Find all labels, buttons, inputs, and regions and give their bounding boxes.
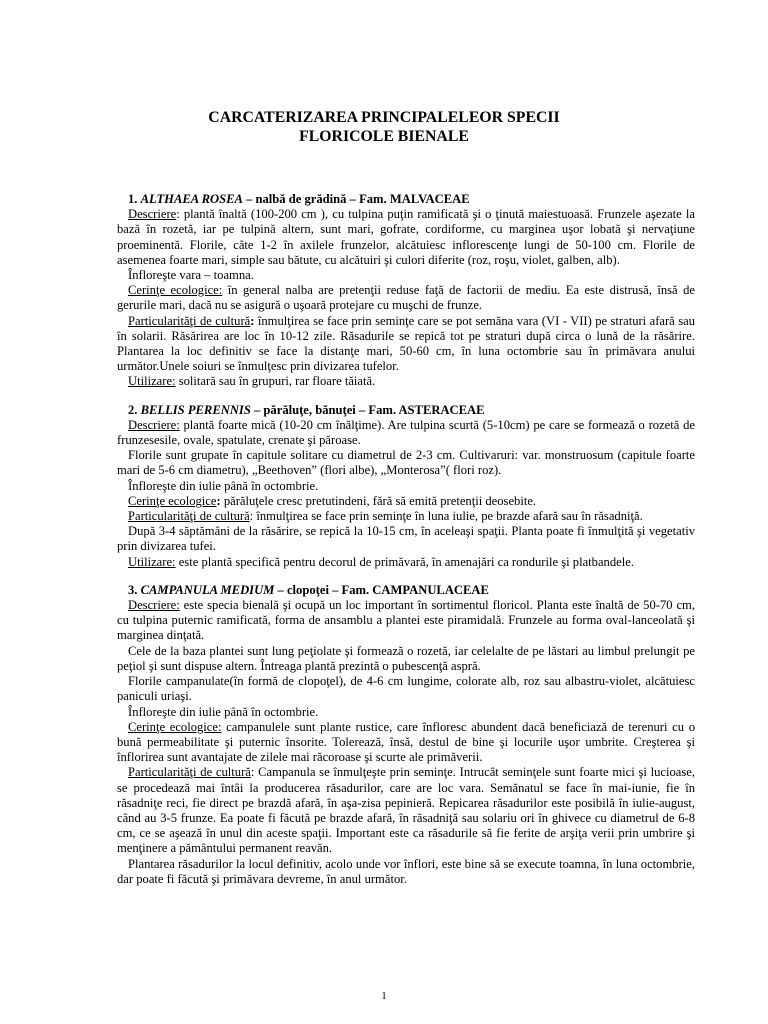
section-campanula-medium	[117, 583, 695, 887]
culture-label: Particularităţi de cultură	[128, 509, 250, 524]
flowers-paragraph: Florile campanulate(în formă de clopoţel), de 4-6 cm lungime, colorate alb, roz sau albastru-violet, alcătuiesc paniculi uriaşi.	[117, 674, 695, 704]
usage-label: Utilizare:	[128, 374, 176, 389]
bloom-paragraph: Înfloreşte vara – toamna.	[128, 268, 254, 283]
section-heading: 2. BELLIS PERENNIS – părăluţe, bănuţei – Fam. ASTERACEAE	[128, 402, 485, 417]
flowers-paragraph: Florile sunt grupate în capitule solitare cu diametrul de 2-3 cm. Cultivaruri: var. monstruosum (capitule foarte mari de 5-6 cm diametru), „Beethoven” (flori albe), „Monterosa”( flori roz).	[117, 448, 695, 478]
bloom-paragraph: Înfloreşte din iulie până în octombrie.	[128, 478, 319, 493]
species-name: BELLIS PERENNIS	[140, 402, 251, 417]
ecology-paragraph: Cerinţe ecologice: părăluţele cresc pretutindeni, fără să emită pretenţii deosebite.	[128, 493, 537, 508]
description-paragraph: Descriere: plantă înaltă (100-200 cm ), cu tulpina puţin ramificată şi o ţinută maiestuoasă. Frunzele aşezate la bază în rozetă, iar pe tulpină altern, sunt mari, gofrate, cordiforme, cu marginea uşor lobată şi nervaţiune proeminentă. Florile, câte 1-2 în axilele frunzelor, alcătuiesc inflorescenţe lungi de 50-100 cm. Florile de asemenea foarte mari, simple sau bătute, cu alcătuiri şi culori diferite (roz, roşu, violet, galben, alb).	[117, 207, 695, 267]
description-label: Descriere	[128, 207, 177, 222]
species-name: CAMPANULA MEDIUM	[140, 582, 275, 597]
page-number: 1	[381, 990, 387, 1002]
culture-paragraph: Particularităţi de cultură: Campanula se înmulţeşte prin seminţe. Intrucât seminţele sunt foarte mici şi lucioase, se procedează mai întâi la producerea răsadurilor, care are loc vara. Semănatul se face în mai-iunie, fie în răsadniţe reci, fie direct pe brazdă afară, în aşa-zisa pepinieră. Repicarea răsadurilor este posibilă în iulie-august, când au 3-5 frunze. Ea poate fi făcută pe brazde afară, în răsadniţă sau solariu ori în ghivece cu diametrul de 6-8 cm, ce se aşează în unul din aceste spaţii. Important este ca răsadurile să fie ferite de arşiţa verii prin umbrire şi menţinere a pământului permanent reavăn.	[117, 765, 695, 856]
description-label: Descriere:	[128, 598, 180, 613]
description-paragraph: Descriere: este specia bienală şi ocupă un loc important în sortimentul floricol. Planta este înaltă de 50-70 cm, cu tulpina puternic ramificată, forma de ansamblu a plantei este piramidală. Frunzele au forma oval-lanceolată şi marginea dinţată.	[117, 598, 695, 643]
document-body	[117, 192, 695, 887]
title-line-1: CARCATERIZAREA PRINCIPALELEOR SPECII	[208, 109, 560, 126]
usage-paragraph: Utilizare: este plantă specifică pentru decorul de primăvară, în amenajări ca rondurile şi platbandele.	[128, 554, 634, 569]
culture-label: Particularităţi de cultură	[128, 313, 251, 328]
ecology-label: Cerinţe ecologice:	[128, 283, 223, 298]
section-heading: 3. CAMPANULA MEDIUM – clopoţei – Fam. CAMPANULACEAE	[128, 582, 489, 597]
leaves-paragraph: Cele de la baza plantei sunt lung peţiolate şi formează o rozetă, iar celelalte de pe lăstari au limbul prelungit pe peţiol şi sunt dispuse altern. Întreaga plantă prezintă o pubescenţă aspră.	[117, 643, 695, 673]
description-label: Descriere:	[128, 417, 180, 432]
culture-paragraph: Particularităţi de cultură: înmulţirea se face prin seminţe în luna iulie, pe brazde afară sau în răsadniţă.	[128, 509, 643, 524]
usage-label: Utilizare:	[128, 554, 176, 569]
ecology-paragraph: Cerinţe ecologice: în general nalba are pretenţii reduse faţă de factorii de mediu. Ea este distrusă, însă de gerurile mari, dacă nu se asigură o uşoară protejare cu muşchi de frunze.	[117, 283, 695, 313]
culture-paragraph: Particularităţi de cultură: înmulţirea se face prin seminţe care se pot semăna vara (VI - VII) pe straturi afară sau în solarii. Răsărirea are loc în 10-12 zile. Răsadurile se repică tot pe straturi după circa o lună de la răsărire. Plantarea la loc definitiv se face la distanţe mari, 50-60 cm, în luna octombrie sau în primăvara anului următor.Unele soiuri se înmulţesc prin divizarea tufelor.	[117, 313, 695, 374]
section-bellis-perennis	[117, 403, 695, 570]
ecology-label: Cerinţe ecologice:	[128, 719, 222, 734]
propagation-paragraph: După 3-4 săptămâni de la răsărire, se repică la 10-15 cm, în aceleaşi spaţii. Planta poate fi înmulţită şi vegetativ prin divizarea tufei.	[117, 524, 695, 554]
document-title	[0, 108, 768, 146]
description-paragraph: Descriere: plantă foarte mică (10-20 cm înălţime). Are tulpina scurtă (5-10cm) pe care se formează o rozetă de frunzesesile, ovale, spatulate, crenate şi păroase.	[117, 417, 695, 448]
title-line-2: FLORICOLE BIENALE	[299, 128, 469, 145]
usage-paragraph: Utilizare: solitară sau în grupuri, rar floare tăiată.	[128, 374, 376, 389]
ecology-paragraph: Cerinţe ecologice: campanulele sunt plante rustice, care înfloresc abundent dacă beneficiază de terenuri cu o bună permeabilitate şi puternic însorite. Tolerează, însă, destul de bine şi locurile uşor umbrite. Creşterea şi înflorirea sunt avantajate de zilele mai răcoroase şi scurte ale primăverii.	[117, 719, 695, 765]
culture-label: Particularităţi de cultură	[128, 765, 251, 780]
species-name: ALTHAEA ROSEA	[140, 192, 243, 206]
bloom-paragraph: Înfloreşte din iulie până în octombrie.	[128, 704, 319, 719]
ecology-label: Cerinţe ecologice	[128, 493, 217, 508]
planting-paragraph: Plantarea răsadurilor la locul definitiv, acolo unde vor înflori, este bine să se execute toamna, în luna octombrie, dar poate fi făcută şi primăvara devreme, în anul următor.	[117, 856, 695, 886]
section-heading: 1. ALTHAEA ROSEA – nalbă de grădină – Fam. MALVACEAE	[128, 192, 470, 206]
section-althaea-rosea	[117, 192, 695, 390]
